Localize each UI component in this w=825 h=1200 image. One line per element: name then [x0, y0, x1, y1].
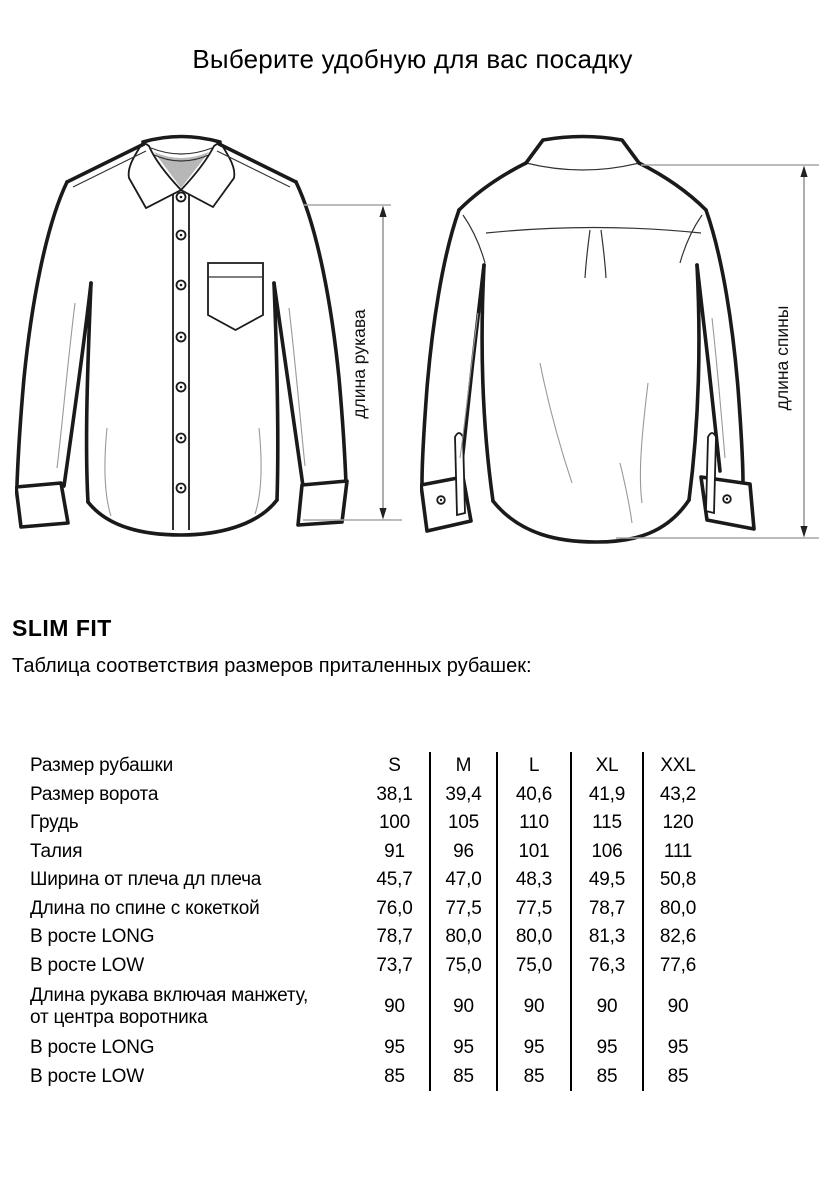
row-value: 90 — [643, 980, 712, 1034]
row-value: 95 — [571, 1034, 643, 1063]
row-value: 80,0 — [430, 923, 497, 952]
table-row — [30, 781, 712, 810]
row-value: S — [388, 755, 401, 777]
row-value: 110 — [497, 809, 571, 838]
row-value: 48,3 — [497, 866, 571, 895]
row-value: 77,5 — [497, 895, 571, 924]
row-value: 90 — [571, 980, 643, 1034]
row-value: 41,9 — [571, 781, 643, 810]
size-guide-figure — [0, 128, 825, 568]
row-value: 45,7 — [376, 869, 413, 891]
fit-heading: SLIM FIT — [12, 615, 112, 641]
page-title: Выберите удобную для вас посадку — [192, 44, 633, 74]
row-label: Длина по спине с кокеткой — [30, 897, 260, 919]
arrow-up-icon — [800, 166, 807, 178]
row-value: XXL — [643, 752, 712, 781]
row-value: 78,7 — [376, 926, 413, 948]
row-value: 80,0 — [643, 895, 712, 924]
row-label: Талия — [30, 840, 83, 862]
row-value: 77,6 — [643, 952, 712, 981]
row-value: 115 — [571, 809, 643, 838]
arrow-down-icon — [800, 526, 807, 538]
row-label: Ширина от плеча дл плеча — [30, 869, 262, 891]
row-value: 77,5 — [430, 895, 497, 924]
row-value: 43,2 — [643, 781, 712, 810]
row-value: 50,8 — [643, 866, 712, 895]
size-table — [30, 752, 712, 1091]
sleeve-length-label: длина рукава — [349, 309, 369, 419]
row-value: 80,0 — [497, 923, 571, 952]
row-value: 85 — [430, 1063, 497, 1092]
row-value: 101 — [497, 838, 571, 867]
table-row — [30, 866, 712, 895]
sleeve-length-dimension — [303, 205, 402, 520]
table-row — [30, 1034, 712, 1063]
arrow-down-icon — [379, 508, 386, 520]
row-value: M — [430, 752, 497, 781]
row-value: 76,0 — [376, 897, 413, 919]
size-table-body — [30, 752, 712, 1091]
row-label: В росте LONG — [30, 1037, 155, 1059]
row-value: 78,7 — [571, 895, 643, 924]
table-caption: Таблица соответствия размеров приталенных рубашек: — [12, 655, 532, 677]
row-value: 85 — [571, 1063, 643, 1092]
row-label: Длина рукава включая манжету, от центра воротника — [30, 985, 309, 1028]
row-value: 75,0 — [430, 952, 497, 981]
row-value: 73,7 — [376, 954, 413, 976]
row-value: 75,0 — [497, 952, 571, 981]
row-value: 82,6 — [643, 923, 712, 952]
row-value: L — [497, 752, 571, 781]
row-value: 81,3 — [571, 923, 643, 952]
row-value: 100 — [378, 812, 411, 834]
row-value: 95 — [384, 1037, 405, 1059]
row-label: В росте LOW — [30, 1065, 144, 1087]
table-row — [30, 838, 712, 867]
row-value: 91 — [384, 840, 405, 862]
row-value: 85 — [643, 1063, 712, 1092]
table-row — [30, 952, 712, 981]
row-value: 38,1 — [376, 783, 413, 805]
row-value: 111 — [643, 838, 712, 867]
table-row — [30, 923, 712, 952]
table-row — [30, 809, 712, 838]
row-value: 95 — [497, 1034, 571, 1063]
row-label: В росте LOW — [30, 954, 144, 976]
row-value: 95 — [430, 1034, 497, 1063]
row-value: 40,6 — [497, 781, 571, 810]
row-value: 76,3 — [571, 952, 643, 981]
row-value: 90 — [497, 980, 571, 1034]
row-label: Размер рубашки — [30, 755, 174, 777]
row-value: 85 — [497, 1063, 571, 1092]
row-label: В росте LONG — [30, 926, 155, 948]
table-row — [30, 895, 712, 924]
row-value: 39,4 — [430, 781, 497, 810]
row-value: 96 — [430, 838, 497, 867]
row-value: 90 — [384, 996, 405, 1018]
row-value: 120 — [643, 809, 712, 838]
row-value: 105 — [430, 809, 497, 838]
table-row — [30, 1063, 712, 1092]
row-value: XL — [571, 752, 643, 781]
table-row — [30, 980, 712, 1034]
row-value: 47,0 — [430, 866, 497, 895]
row-label: Грудь — [30, 812, 79, 834]
row-value: 90 — [430, 980, 497, 1034]
back-length-label: длина спины — [772, 305, 792, 411]
row-value: 106 — [571, 838, 643, 867]
row-value: 95 — [643, 1034, 712, 1063]
row-value: 49,5 — [571, 866, 643, 895]
back-length-dimension — [616, 165, 819, 538]
measurement-overlay — [0, 128, 825, 568]
arrow-up-icon — [379, 206, 386, 218]
row-label: Размер ворота — [30, 783, 159, 805]
row-value: 85 — [384, 1065, 405, 1087]
table-row — [30, 752, 712, 781]
